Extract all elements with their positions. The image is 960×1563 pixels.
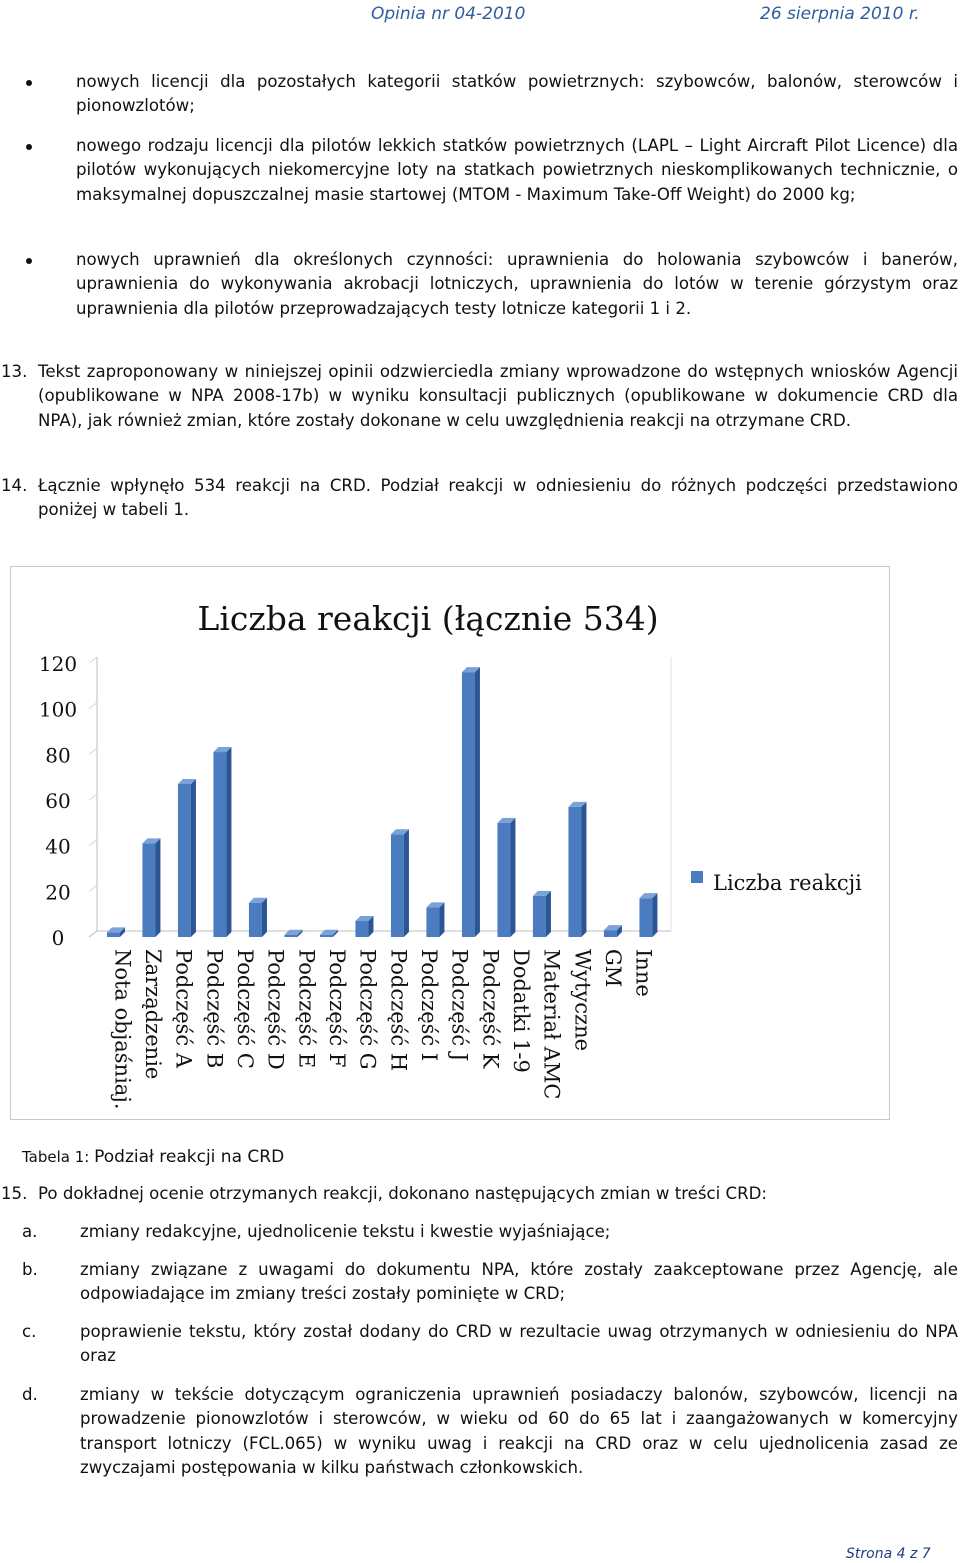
x-tick-label: Nota objaśniaj. xyxy=(110,949,135,1110)
paragraph-number: 13. xyxy=(1,362,28,381)
gridline xyxy=(89,657,97,663)
bar xyxy=(355,921,368,937)
bar-side xyxy=(155,838,160,937)
legend-label: Liczba reakcji xyxy=(713,871,862,895)
gridline xyxy=(89,703,97,709)
bullet-icon xyxy=(26,258,32,264)
list-item: zmiany w tekście dotyczącym ograniczenia uprawnień posiadaczy balonów, szybowców, licencji na prowadzenie pionowzlotów i sterowców, w wieku od 60 do 65 lat i zaangażowanych w komercyjny transport lotniczy (FCL.065) w wyniku uwag i reakcji na CRD oraz w celu ujednolicenia zasad ze zwyczajami postępowania w kilku państwach członkowskich. xyxy=(80,1385,958,1477)
y-tick-label: 20 xyxy=(45,880,71,905)
x-tick-label: Podczęść I xyxy=(416,949,441,1062)
bar-side xyxy=(581,802,586,937)
bar xyxy=(284,935,297,937)
axis-line xyxy=(89,931,97,937)
x-tick-label: Dodatki 1-9 xyxy=(508,949,533,1073)
bar xyxy=(497,823,510,937)
bar xyxy=(107,932,120,937)
document-date: 26 sierpnia 2010 r. xyxy=(760,4,920,24)
bullet-item: nowego rodzaju licencji dla pilotów lekkich statków powietrznych (LAPL – Light Aircraft Pilot Licence) dla pilotów wykonujących niekomercyjne loty na statkach powietrznych nieskomplikowanych technicznie, o maksymalnej dopuszczalnej masie startowej (MTOM - Maximum Take-Off Weight) do 2000 kg; xyxy=(76,136,958,204)
bar-chart xyxy=(11,567,891,1121)
list-item: zmiany związane z uwagami do dokumentu NPA, które zostały zaakceptowane przez Agencję, ale odpowiadające im zmiany treści zostały pominięte w CRD; xyxy=(80,1260,958,1304)
bar xyxy=(391,834,404,937)
gridline xyxy=(89,840,97,846)
chart-container xyxy=(10,566,890,1120)
list-letter: a. xyxy=(22,1222,38,1241)
bar-side xyxy=(191,779,196,937)
bar-side xyxy=(510,818,515,937)
gridline xyxy=(89,885,97,891)
x-tick-label: Podczęść C xyxy=(232,949,257,1069)
y-tick-label: 60 xyxy=(45,789,71,813)
bar xyxy=(213,752,226,937)
x-tick-label: Inne xyxy=(631,949,656,997)
paragraph-15: Po dokładnej ocenie otrzymanych reakcji, dokonano następujących zmian w treści CRD: xyxy=(38,1184,768,1203)
page-header xyxy=(0,4,960,26)
bar-side xyxy=(546,891,551,937)
x-tick-label: Podczęść D xyxy=(263,949,288,1070)
bar xyxy=(639,898,652,937)
x-tick-label: Zarządzenie xyxy=(140,949,165,1080)
chart-title: Liczba reakcji (łącznie 534) xyxy=(197,599,659,638)
bar xyxy=(249,903,262,937)
bar-side xyxy=(262,898,267,937)
gridline xyxy=(89,748,97,754)
bar-side xyxy=(439,902,444,937)
list-letter: b. xyxy=(22,1260,38,1279)
bullet-icon xyxy=(26,144,32,150)
y-tick-label: 120 xyxy=(38,652,78,676)
bar xyxy=(142,843,155,937)
bar-side xyxy=(226,747,231,937)
list-item: poprawienie tekstu, który został dodany do CRD w rezultacie uwag otrzymanych w odniesieniu do NPA oraz xyxy=(80,1322,958,1366)
caption-text: Podział reakcji na CRD xyxy=(94,1147,285,1167)
y-tick-label: 100 xyxy=(38,697,78,722)
bar xyxy=(426,907,439,937)
bar xyxy=(604,930,617,937)
x-tick-label: Podczęść B xyxy=(202,949,227,1069)
bar xyxy=(533,896,546,937)
paragraph-number: 14. xyxy=(1,476,28,495)
paragraph-14: Łącznie wpłynęło 534 reakcji na CRD. Podział reakcji w odniesieniu do różnych podczęści przedstawiono poniżej w tabeli 1. xyxy=(38,476,958,520)
page-number: Strona 4 z 7 xyxy=(846,1546,931,1562)
x-tick-label: Podczęść A xyxy=(171,949,196,1068)
bullet-item: nowych licencji dla pozostałych kategorii statków powietrznych: szybowców, balonów, sterowców i pionowzlotów; xyxy=(76,72,958,116)
bar-side xyxy=(475,667,480,937)
bar xyxy=(568,807,581,937)
bullet-icon xyxy=(26,80,32,86)
y-tick-label: 0 xyxy=(51,926,65,950)
x-tick-label: GM xyxy=(600,949,625,988)
caption-label: Tabela 1: xyxy=(22,1148,90,1166)
bar-side xyxy=(652,893,657,937)
x-tick-label: Podczęść K xyxy=(478,949,503,1069)
x-tick-label: Podczęść G xyxy=(355,949,380,1070)
y-tick-label: 40 xyxy=(45,834,71,859)
bar xyxy=(320,935,333,937)
y-tick-label: 80 xyxy=(45,743,71,768)
list-letter: d. xyxy=(22,1385,38,1404)
bar xyxy=(462,672,475,937)
x-tick-label: Materiał AMC xyxy=(539,949,564,1100)
list-item: zmiany redakcyjne, ujednolicenie tekstu i kwestie wyjaśniające; xyxy=(80,1222,611,1241)
document-number: Opinia nr 04-2010 xyxy=(371,4,526,24)
list-letter: c. xyxy=(22,1322,37,1341)
x-tick-label: Podczęść H xyxy=(386,949,411,1072)
gridline xyxy=(89,794,97,800)
bar-side xyxy=(404,829,409,937)
x-tick-label: Podczęść J xyxy=(447,949,472,1062)
paragraph-13: Tekst zaproponowany w niniejszej opinii odzwierciedla zmiany wprowadzone do wstępnych wniosków Agencji (opublikowane w NPA 2008-17b) w wyniku konsultacji publicznych (opublikowane w dokumencie CRD dla NPA), jak również zmian, które zostały dokonane w celu uwzględnienia reakcji na otrzymane CRD. xyxy=(38,362,958,430)
bar xyxy=(178,784,191,937)
paragraph-number: 15. xyxy=(1,1184,28,1203)
x-tick-label: Wytyczne xyxy=(570,949,595,1052)
x-tick-label: Podczęść E xyxy=(294,949,319,1069)
x-tick-label: Podczęść F xyxy=(324,949,349,1068)
bullet-item: nowych uprawnień dla określonych czynności: uprawnienia do holowania szybowców i banerów, uprawnienia do wykonywania akrobacji lotniczych, uprawnienia do lotów w terenie górzystym oraz uprawnienia dla pilotów przeprowadzających testy lotnicze kategorii 1 i 2. xyxy=(76,250,958,318)
table-caption xyxy=(22,1145,284,1169)
legend-swatch xyxy=(691,871,703,883)
